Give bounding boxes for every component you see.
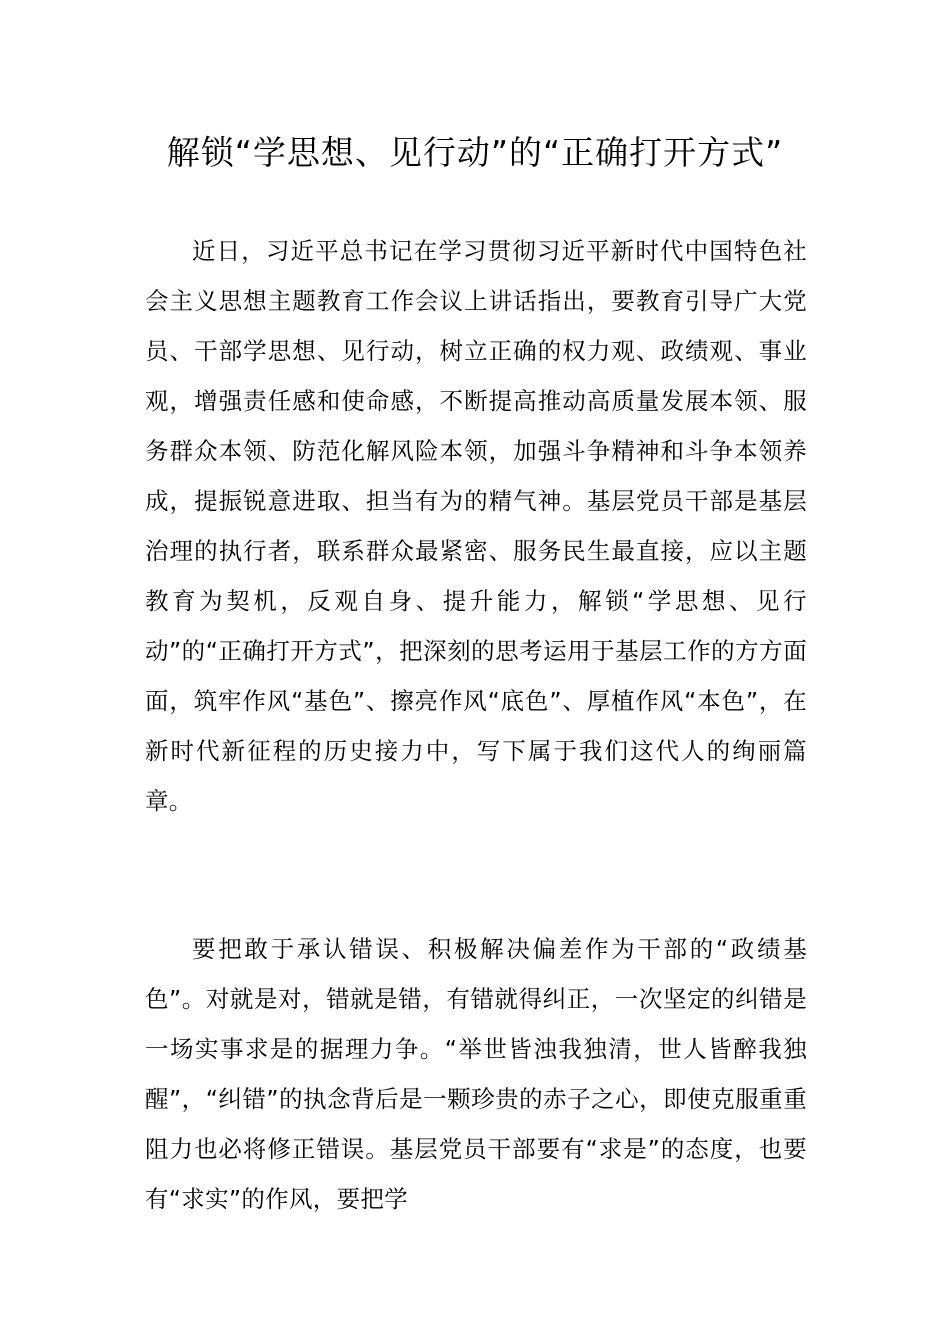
paragraph-1: 近日，习近平总书记在学习贯彻习近平新时代中国特色社会主义思想主题教育工作会议上讲话指出，要教育引导广大党员、干部学思想、见行动，树立正确的权力观、政绩观、事业观，增强责任感和使命感，不断提高推动高质量发展本领、服务群众本领、防范化解风险本领，加强斗争精神和斗争本领养成，提振锐意进取、担当有为的精气神。基层党员干部是基层治理的执行者，联系群众最紧密、服务民生最直接，应以主题教育为契机，反观自身、提升能力，解锁“学思想、见行动”的“正确打开方式”，把深刻的思考运用于基层工作的方方面面，筑牢作风“基色”、擦亮作风“底色”、厚植作风“本色”，在新时代新征程的历史接力中，写下属于我们这代人的绚丽篇章。 <box>145 237 807 815</box>
document-title: 解锁“学思想、见行动”的“正确打开方式” <box>166 133 784 172</box>
paragraph-2: 要把敢于承认错误、积极解决偏差作为干部的“政绩基色”。对就是对，错就是错，有错就得纠正，一次坚定的纠错是一场实事求是的据理力争。“举世皆浊我独清，世人皆醉我独醒”，“纠错”的执念背后是一颗珍贵的赤子之心，即使克服重重阻力也必将修正错误。基层党员干部要有“求是”的态度，也要有“求实”的作风，要把学 <box>145 935 807 1213</box>
